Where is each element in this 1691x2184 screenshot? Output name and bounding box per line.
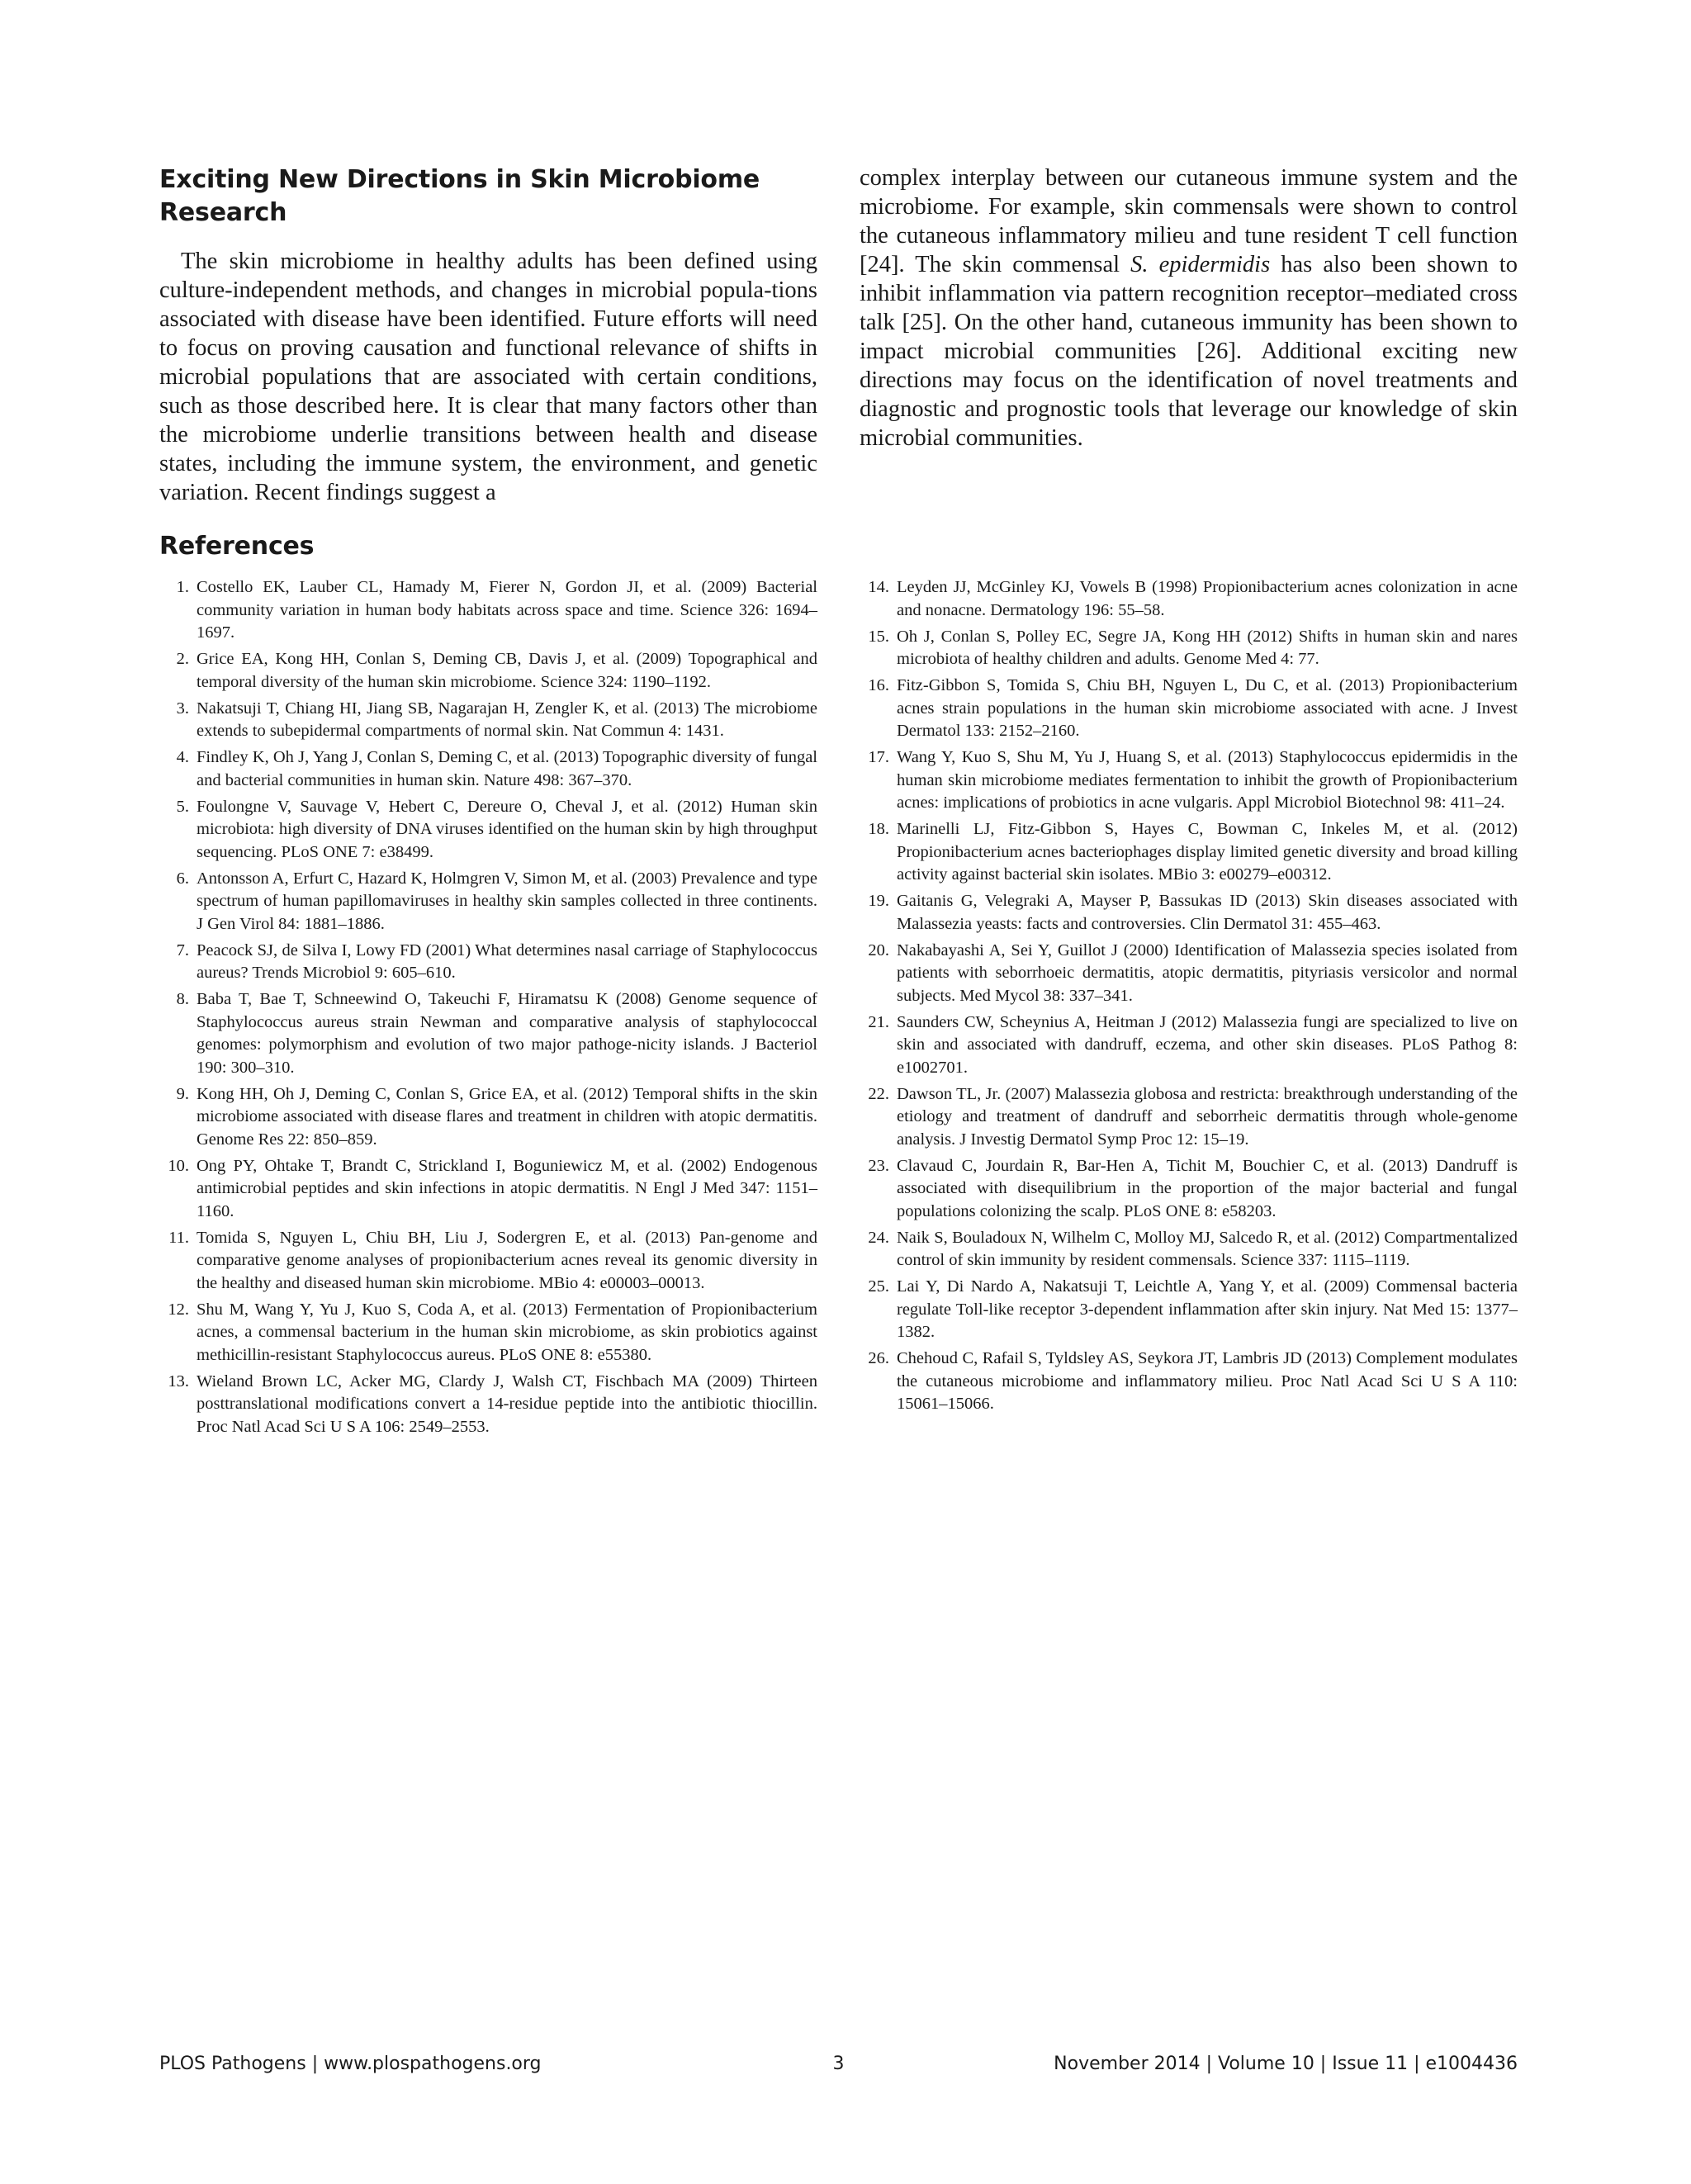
- reference-text: Oh J, Conlan S, Polley EC, Segre JA, Kong HH (2012) Shifts in human skin and nares microbiota of healthy children and adults. Genome Med 4: 77.: [897, 627, 1518, 668]
- reference-number: 3.: [176, 699, 189, 718]
- reference-number: 10.: [168, 1156, 189, 1175]
- reference-text: Peacock SJ, de Silva I, Lowy FD (2001) What determines nasal carriage of Staphylococcus aureus? Trends Microbiol 9: 605–610.: [197, 940, 817, 982]
- body-paragraph-left: The skin microbiome in healthy adults has been defined using culture-independent methods, and changes in microbial popula-tions associated with disease have been identified. Future efforts will need to focus on proving causation and functional relevance of shifts in microbial populations that are associated with certain conditions, such as those described here. It is clear that many factors other than the microbiome underlie transitions between health and disease states, including the immune system, the environment, and genetic variation. Recent findings suggest a: [159, 249, 817, 505]
- reference-item: [159, 746, 817, 792]
- reference-number: 4.: [176, 748, 189, 766]
- reference-number: 24.: [868, 1228, 889, 1247]
- reference-text: Nakabayashi A, Sei Y, Guillot J (2000) Identification of Malassezia species isolated from patients with seborrhoeic dermatitis, atopic dermatitis, pityriasis versicolor and normal subjects. Med Mycol 38: 337–341.: [897, 940, 1518, 1005]
- page-footer: [159, 2054, 1518, 2083]
- reference-number: 12.: [168, 1300, 189, 1319]
- reference-item: [860, 1083, 1518, 1152]
- reference-text: Naik S, Bouladoux N, Wilhelm C, Molloy MJ, Salcedo R, et al. (2012) Compartmentalized control of skin immunity by resident commensals. Science 337: 1115–1119.: [897, 1228, 1518, 1269]
- reference-number: 20.: [868, 940, 889, 959]
- reference-number: 2.: [176, 650, 189, 668]
- reference-text: Clavaud C, Jourdain R, Bar-Hen A, Tichit M, Bouchier C, et al. (2013) Dandruff is associated with disequilibrium in the proportion of the major bacterial and fungal populations colonizing the scalp. PLoS ONE 8: e58203.: [897, 1156, 1518, 1220]
- reference-number: 16.: [868, 676, 889, 694]
- reference-text: Fitz-Gibbon S, Tomida S, Chiu BH, Nguyen L, Du C, et al. (2013) Propionibacterium acnes strain populations in the human skin microbiome associated with acne. J Invest Dermatol 133: 2152–2160.: [897, 676, 1518, 740]
- reference-text: Wieland Brown LC, Acker MG, Clardy J, Walsh CT, Fischbach MA (2009) Thirteen posttranslational modifications convert a 14-residue peptide into the antibiotic thiocillin. Proc Natl Acad Sci U S A 106: 2549–2553.: [197, 1372, 817, 1436]
- reference-text: Saunders CW, Scheynius A, Heitman J (2012) Malassezia fungi are specialized to live on skin and associated with dandruff, eczema, and other skin diseases. PLoS Pathog 8: e1002701.: [897, 1012, 1518, 1077]
- reference-number: 6.: [176, 869, 189, 888]
- reference-number: 9.: [176, 1084, 189, 1103]
- reference-number: 26.: [868, 1349, 889, 1367]
- reference-list-left: [159, 576, 817, 1443]
- reference-item: [860, 940, 1518, 1008]
- reference-number: 18.: [868, 820, 889, 838]
- reference-item: [860, 1227, 1518, 1272]
- reference-item: [159, 1299, 817, 1367]
- reference-text: Gaitanis G, Velegraki A, Mayser P, Bassukas ID (2013) Skin diseases associated with Malassezia yeasts: facts and controversies. Clin Dermatol 31: 455–463.: [897, 892, 1518, 933]
- reference-item: [159, 940, 817, 985]
- reference-item: [860, 1155, 1518, 1224]
- reference-item: [860, 1011, 1518, 1080]
- issue-info: November 2014 | Volume 10 | Issue 11 | e1004436: [1054, 2054, 1518, 2074]
- reference-number: 25.: [868, 1277, 889, 1296]
- reference-text: Wang Y, Kuo S, Shu M, Yu J, Huang S, et al. (2013) Staphylococcus epidermidis in the human skin microbiome mediates fermentation to inhibit the growth of Propionibacterium acnes: implications of probiotics in acne vulgaris. Appl Microbiol Biotechnol 98: 411–24.: [897, 748, 1518, 812]
- reference-item: [860, 675, 1518, 743]
- page-number: 3: [832, 2054, 845, 2074]
- reference-item: [860, 1276, 1518, 1344]
- reference-number: 19.: [868, 892, 889, 910]
- reference-number: 1.: [176, 578, 189, 596]
- reference-number: 11.: [168, 1228, 189, 1247]
- reference-item: [159, 1227, 817, 1296]
- reference-text: Ong PY, Ohtake T, Brandt C, Strickland I, Boguniewicz M, et al. (2002) Endogenous antimicrobial peptides and skin infections in atopic dermatitis. N Engl J Med 347: 1151–1160.: [197, 1156, 817, 1220]
- reference-item: [860, 626, 1518, 671]
- reference-text: Tomida S, Nguyen L, Chiu BH, Liu J, Sodergren E, et al. (2013) Pan-genome and comparative genome analyses of propionibacterium acnes reveal its genomic diversity in the healthy and diseased human skin microbiome. MBio 4: e00003–00013.: [197, 1228, 817, 1292]
- body-text-segment: complex interplay between our cutaneous immune system and the microbiome. For example, skin commensals were shown to control the cutaneous inflammatory milieu and tune resident T cell function [24]. The skin commensal: [860, 165, 1518, 277]
- reference-number: 13.: [168, 1372, 189, 1390]
- journal-name: PLOS Pathogens | www.plospathogens.org: [159, 2054, 542, 2074]
- reference-text: Dawson TL, Jr. (2007) Malassezia globosa and restricta: breakthrough understanding of the etiology and treatment of dandruff and seborrheic dermatitis through whole-genome analysis. J Investig Dermatol Symp Proc 12: 15–19.: [897, 1084, 1518, 1149]
- reference-number: 14.: [868, 578, 889, 596]
- reference-number: 8.: [176, 990, 189, 1008]
- references-heading: References: [159, 532, 315, 561]
- reference-item: [860, 1348, 1518, 1416]
- reference-item: [159, 698, 817, 743]
- reference-item: [860, 746, 1518, 815]
- section-heading: Exciting New Directions in Skin Microbiome Research: [159, 165, 760, 227]
- reference-number: 23.: [868, 1156, 889, 1175]
- reference-list-right: [860, 576, 1518, 1419]
- reference-number: 17.: [868, 748, 889, 766]
- reference-number: 15.: [868, 627, 889, 646]
- reference-text: Foulongne V, Sauvage V, Hebert C, Dereure O, Cheval J, et al. (2012) Human skin microbiota: high diversity of DNA viruses identified on the human skin by high throughput sequencing. PLoS ONE 7: e38499.: [197, 797, 817, 861]
- body-paragraph-right: [860, 163, 1518, 452]
- reference-text: Grice EA, Kong HH, Conlan S, Deming CB, Davis J, et al. (2009) Topographical and temporal diversity of the human skin microbiome. Science 324: 1190–1192.: [197, 650, 817, 691]
- reference-text: Shu M, Wang Y, Yu J, Kuo S, Coda A, et al. (2013) Fermentation of Propionibacterium acnes, a commensal bacterium in the human skin microbiome, as skin probiotics against methicillin-resistant Staphylococcus aureus. PLoS ONE 8: e55380.: [197, 1300, 817, 1364]
- reference-item: [159, 1083, 817, 1152]
- reference-item: [860, 890, 1518, 936]
- reference-number: 21.: [868, 1012, 889, 1031]
- body-text-segment: has also been shown to inhibit inflammation via pattern recognition receptor–mediated cross talk [25]. On the other hand, cutaneous immunity has been shown to impact microbial communities [26]. Additional exciting new directions may focus on the identification of novel treatments and diagnostic and prognostic tools that leverage our knowledge of skin microbial communities.: [860, 252, 1518, 451]
- reference-text: Chehoud C, Rafail S, Tyldsley AS, Seykora JT, Lambris JD (2013) Complement modulates the cutaneous microbiome and inflammatory milieu. Proc Natl Acad Sci U S A 110: 15061–15066.: [897, 1349, 1518, 1413]
- species-name: S. epidermidis: [1130, 252, 1271, 277]
- reference-text: Lai Y, Di Nardo A, Nakatsuji T, Leichtle A, Yang Y, et al. (2009) Commensal bacteria regulate Toll-like receptor 3-dependent inflammation after skin injury. Nat Med 15: 1377–1382.: [897, 1277, 1518, 1341]
- reference-number: 7.: [176, 940, 189, 959]
- reference-text: Antonsson A, Erfurt C, Hazard K, Holmgren V, Simon M, et al. (2003) Prevalence and type spectrum of human papillomaviruses in healthy skin samples collected in three continents. J Gen Virol 84: 1881–1886.: [197, 869, 817, 933]
- reference-text: Kong HH, Oh J, Deming C, Conlan S, Grice EA, et al. (2012) Temporal shifts in the skin microbiome associated with disease flares and treatment in children with atopic dermatitis. Genome Res 22: 850–859.: [197, 1084, 817, 1149]
- reference-text: Marinelli LJ, Fitz-Gibbon S, Hayes C, Bowman C, Inkeles M, et al. (2012) Propionibacterium acnes bacteriophages display limited genetic diversity and broad killing activity against bacterial skin isolates. MBio 3: e00279–e00312.: [897, 820, 1518, 884]
- reference-item: [159, 648, 817, 694]
- reference-item: [860, 818, 1518, 887]
- reference-item: [159, 1155, 817, 1224]
- reference-text: Nakatsuji T, Chiang HI, Jiang SB, Nagarajan H, Zengler K, et al. (2013) The microbiome extends to subepidermal compartments of normal skin. Nat Commun 4: 1431.: [197, 699, 817, 740]
- reference-item: [860, 576, 1518, 622]
- reference-item: [159, 576, 817, 645]
- reference-text: Baba T, Bae T, Schneewind O, Takeuchi F, Hiramatsu K (2008) Genome sequence of Staphylococcus aureus strain Newman and comparative analysis of staphylococcal genomes: polymorphism and evolution of two major pathoge-nicity islands. J Bacteriol 190: 300–310.: [197, 990, 817, 1077]
- reference-number: 5.: [176, 797, 189, 816]
- reference-item: [159, 868, 817, 936]
- reference-text: Costello EK, Lauber CL, Hamady M, Fierer N, Gordon JI, et al. (2009) Bacterial community variation in human body habitats across space and time. Science 326: 1694–1697.: [197, 578, 817, 642]
- reference-item: [159, 988, 817, 1079]
- reference-number: 22.: [868, 1084, 889, 1103]
- reference-item: [159, 1371, 817, 1439]
- reference-text: Findley K, Oh J, Yang J, Conlan S, Deming C, et al. (2013) Topographic diversity of fungal and bacterial communities in human skin. Nature 498: 367–370.: [197, 748, 817, 789]
- reference-item: [159, 796, 817, 865]
- reference-text: Leyden JJ, McGinley KJ, Vowels B (1998) Propionibacterium acnes colonization in acne and nonacne. Dermatology 196: 55–58.: [897, 578, 1518, 619]
